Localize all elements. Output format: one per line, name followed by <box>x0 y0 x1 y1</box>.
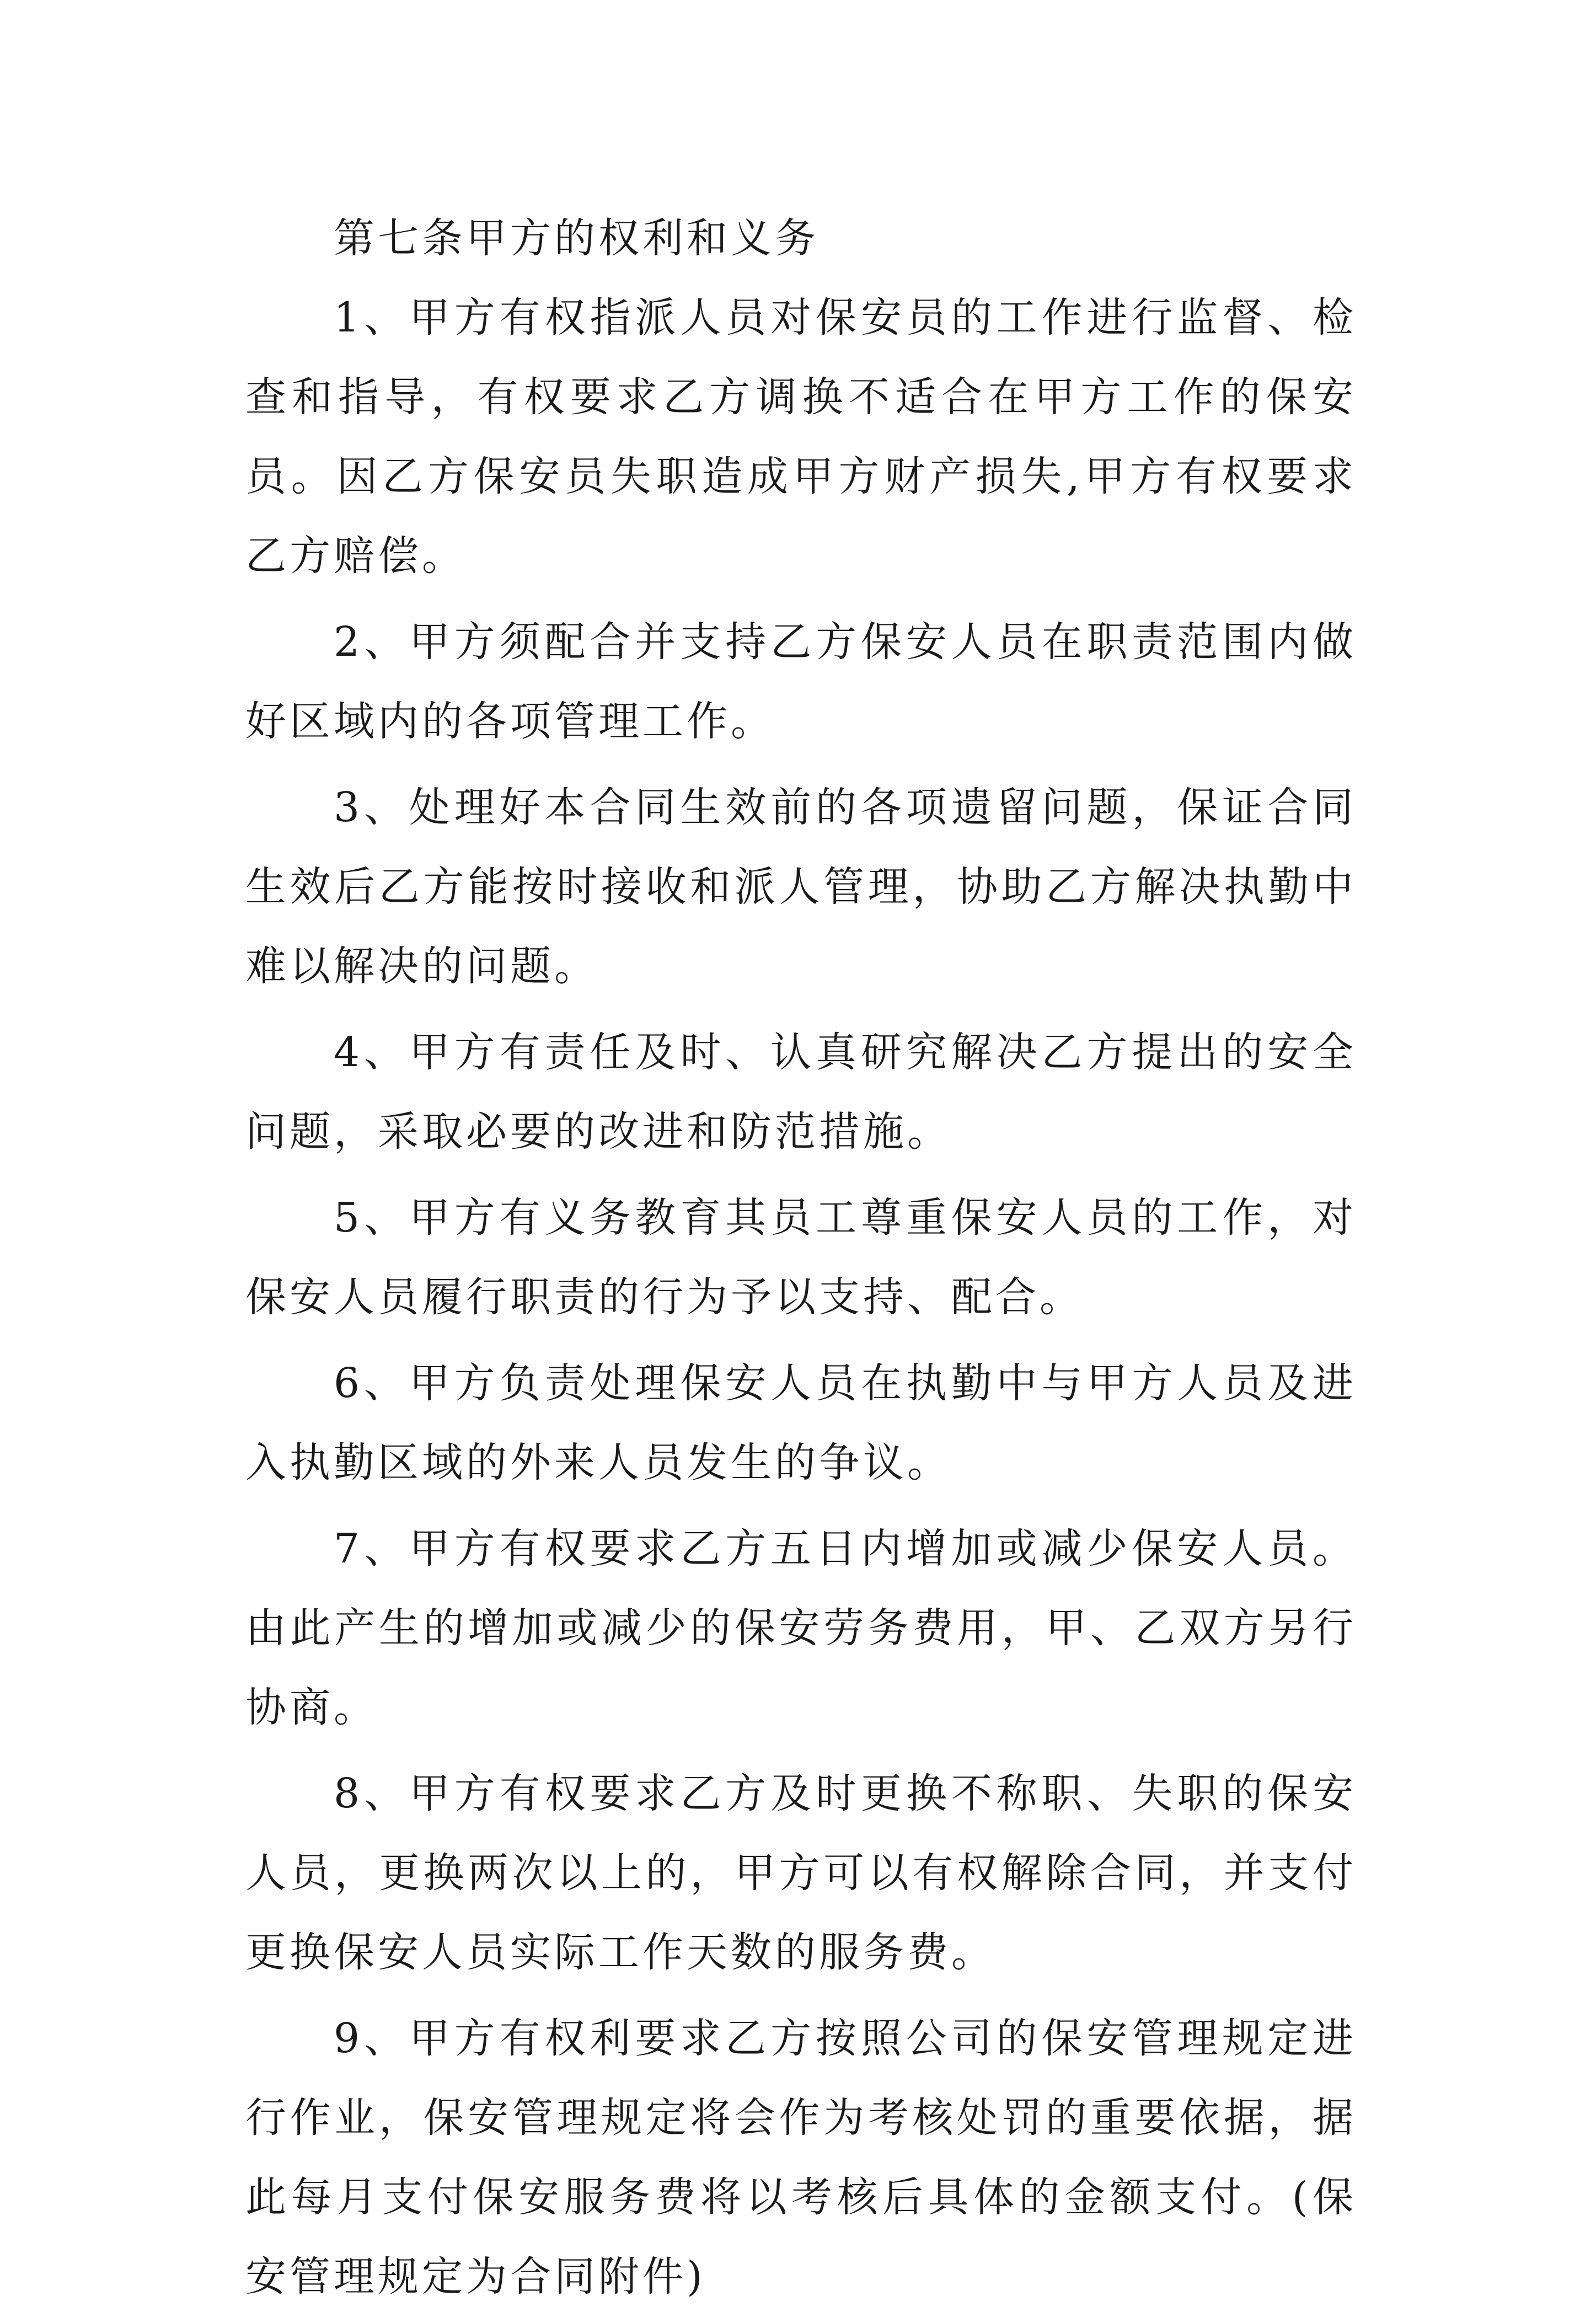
clause-6: 6、甲方负责处理保安人员在执勤中与甲方人员及进入执勤区域的外来人员发生的争议。 <box>245 1359 1357 1486</box>
clause-4: 4、甲方有责任及时、认真研究解决乙方提出的安全问题，采取必要的改进和防范措施。 <box>245 1029 1357 1155</box>
clause-2: 2、甲方须配合并支持乙方保安人员在职责范围内做好区域内的各项管理工作。 <box>245 618 1357 745</box>
clause-7: 7、甲方有权要求乙方五日内增加或减少保安人员。由此产生的增加或减少的保安劳务费用，甲、乙双方另行协商。 <box>245 1525 1357 1731</box>
clause-8: 8、甲方有权要求乙方及时更换不称职、失职的保安人员，更换两次以上的，甲方可以有权解除合同，并支付更换保安人员实际工作天数的服务费。 <box>245 1770 1357 1976</box>
article-heading: 第七条甲方的权利和义务 <box>334 215 819 262</box>
clause-3: 3、处理好本合同生效前的各项遗留问题，保证合同生效后乙方能按时接收和派人管理，协助乙方解决执勤中难以解决的问题。 <box>245 784 1357 990</box>
clause-1: 1、甲方有权指派人员对保安员的工作进行监督、检查和指导，有权要求乙方调换不适合在甲方工作的保安员。因乙方保安员失职造成甲方财产损失,甲方有权要求乙方赔偿。 <box>245 294 1357 580</box>
clause-9: 9、甲方有权利要求乙方按照公司的保安管理规定进行作业，保安管理规定将会作为考核处罚的重要依据，据此每月支付保安服务费将以考核后具体的金额支付。(保安管理规定为合同附件) <box>245 2015 1357 2300</box>
document-body <box>245 199 1357 2323</box>
clause-5: 5、甲方有义务教育其员工尊重保安人员的工作，对保安人员履行职责的行为予以支持、配合。 <box>245 1194 1357 1321</box>
